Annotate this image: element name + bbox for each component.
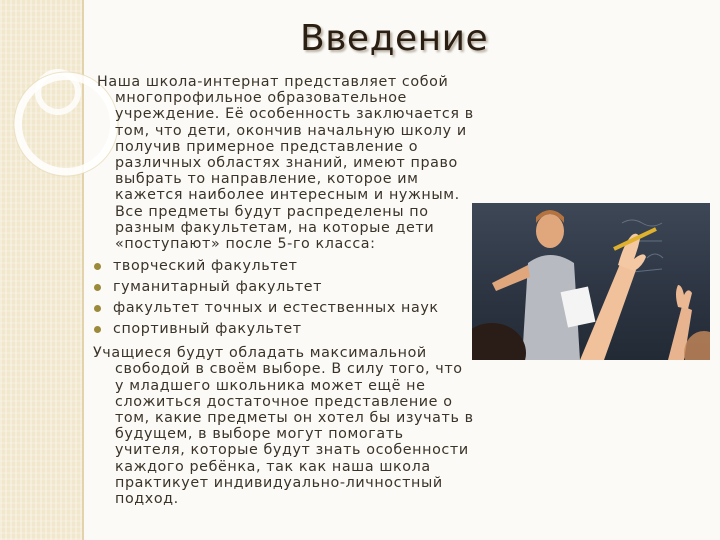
faculty-list [93,256,475,340]
bullet-dot-icon [94,326,101,333]
slide-title: Введение [300,18,489,59]
raised-hand [580,229,656,360]
closing-paragraph: Учащиеся будут обладать максимальной свободой в своём выборе. В силу того, что у младшего школьника может ещё не сложиться достаточное представление о том, какие предметы он хотел бы изучать в будущем, в выборе могут помогать учителя, которые будут знать особенности каждого ребёнка, так как наша школа практикует индивидуально-личностный подход. [93,345,474,508]
intro-paragraph: Наша школа-интернат представляет собой многопрофильное образовательное учреждение. Её особенность заключается в том, что дети, окончив начальную школу и получив примерное представление о различных областях знаний, имеют право выбрать то направление, которое им кажется наиболее интересным и нужным. Все предметы будут распределены по разным факультетам, на которые дети «поступают» после 5-го класса: [97,74,474,253]
list-item-label: факультет точных и естественных наук [113,300,439,317]
classroom-illustration [472,203,710,360]
classroom-photo [472,203,710,360]
list-item [93,298,475,319]
slide-body [93,74,475,507]
bullet-dot-icon [94,305,101,312]
student-head [472,323,526,360]
list-item-label: спортивный факультет [113,321,302,338]
list-item [93,277,475,298]
list-item-label: гуманитарный факультет [113,279,323,296]
list-item [93,256,475,277]
bullet-dot-icon [94,284,101,291]
bullet-dot-icon [94,263,101,270]
list-item-label: творческий факультет [113,258,298,275]
list-item [93,319,475,340]
